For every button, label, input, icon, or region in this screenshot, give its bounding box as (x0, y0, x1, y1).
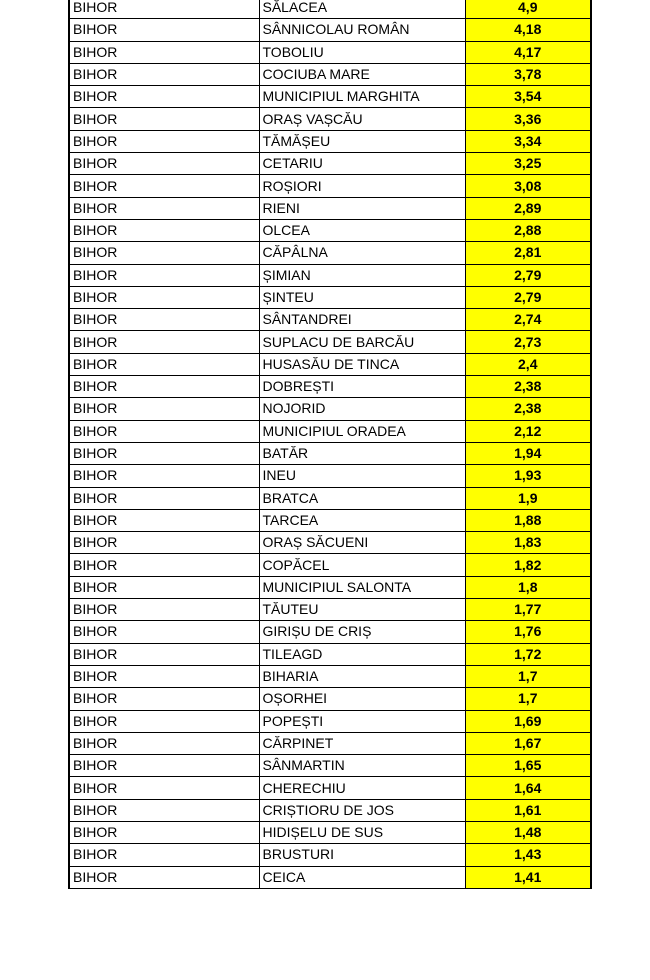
value-cell: 2,81 (465, 242, 591, 264)
table-row (69, 41, 591, 63)
county-cell: BIHOR (69, 63, 259, 85)
value-cell: 2,79 (465, 264, 591, 286)
table-row (69, 130, 591, 152)
table-row (69, 576, 591, 598)
county-cell: BIHOR (69, 442, 259, 464)
county-cell: BIHOR (69, 0, 259, 19)
value-cell: 1,64 (465, 777, 591, 799)
table-row (69, 599, 591, 621)
county-cell: BIHOR (69, 755, 259, 777)
locality-cell: POPEȘTI (259, 710, 465, 732)
locality-cell: GIRIȘU DE CRIȘ (259, 621, 465, 643)
locality-cell: COCIUBA MARE (259, 63, 465, 85)
value-cell: 2,73 (465, 331, 591, 353)
county-cell: BIHOR (69, 286, 259, 308)
value-cell: 3,08 (465, 175, 591, 197)
table-row (69, 509, 591, 531)
locality-cell: CEICA (259, 866, 465, 888)
locality-cell: MUNICIPIUL MARGHITA (259, 86, 465, 108)
value-cell: 3,78 (465, 63, 591, 85)
county-cell: BIHOR (69, 197, 259, 219)
locality-cell: MUNICIPIUL ORADEA (259, 420, 465, 442)
value-cell: 2,38 (465, 376, 591, 398)
value-cell: 2,89 (465, 197, 591, 219)
table-row (69, 487, 591, 509)
county-cell: BIHOR (69, 554, 259, 576)
county-cell: BIHOR (69, 353, 259, 375)
value-cell: 2,74 (465, 309, 591, 331)
value-cell: 2,38 (465, 398, 591, 420)
table-row (69, 710, 591, 732)
locality-cell: CETARIU (259, 153, 465, 175)
locality-cell: SÂNTANDREI (259, 309, 465, 331)
county-cell: BIHOR (69, 821, 259, 843)
table-row (69, 197, 591, 219)
county-cell: BIHOR (69, 509, 259, 531)
locality-cell: ORAȘ SĂCUENI (259, 532, 465, 554)
table-row (69, 799, 591, 821)
county-cell: BIHOR (69, 465, 259, 487)
value-cell: 1,61 (465, 799, 591, 821)
value-cell: 4,17 (465, 41, 591, 63)
table-row (69, 376, 591, 398)
table-row (69, 175, 591, 197)
table-row (69, 442, 591, 464)
value-cell: 1,76 (465, 621, 591, 643)
value-cell: 2,4 (465, 353, 591, 375)
table-row (69, 621, 591, 643)
locality-cell: SÂNMARTIN (259, 755, 465, 777)
locality-cell: CĂRPINET (259, 732, 465, 754)
table-row (69, 108, 591, 130)
table-row (69, 866, 591, 888)
locality-cell: TARCEA (259, 509, 465, 531)
table-row (69, 732, 591, 754)
value-cell: 1,43 (465, 844, 591, 866)
data-table (68, 0, 592, 889)
table-row (69, 0, 591, 19)
county-cell: BIHOR (69, 264, 259, 286)
table-row (69, 219, 591, 241)
table-row (69, 242, 591, 264)
locality-cell: TĂMĂȘEU (259, 130, 465, 152)
table-row (69, 353, 591, 375)
table-row (69, 465, 591, 487)
table-row (69, 554, 591, 576)
locality-cell: CRIȘTIORU DE JOS (259, 799, 465, 821)
value-cell: 1,65 (465, 755, 591, 777)
locality-cell: TILEAGD (259, 643, 465, 665)
table-row (69, 643, 591, 665)
value-cell: 2,79 (465, 286, 591, 308)
table-row (69, 286, 591, 308)
value-cell: 4,9 (465, 0, 591, 19)
locality-cell: NOJORID (259, 398, 465, 420)
table-row (69, 821, 591, 843)
county-cell: BIHOR (69, 799, 259, 821)
value-cell: 2,88 (465, 219, 591, 241)
locality-cell: ORAȘ VAȘCĂU (259, 108, 465, 130)
locality-cell: DOBREȘTI (259, 376, 465, 398)
table-row (69, 264, 591, 286)
table-row (69, 63, 591, 85)
county-cell: BIHOR (69, 108, 259, 130)
value-cell: 1,83 (465, 532, 591, 554)
locality-cell: SĂLACEA (259, 0, 465, 19)
value-cell: 1,41 (465, 866, 591, 888)
county-cell: BIHOR (69, 710, 259, 732)
locality-cell: HUSASĂU DE TINCA (259, 353, 465, 375)
county-cell: BIHOR (69, 732, 259, 754)
county-cell: BIHOR (69, 420, 259, 442)
locality-cell: ȘINTEU (259, 286, 465, 308)
county-cell: BIHOR (69, 688, 259, 710)
value-cell: 1,48 (465, 821, 591, 843)
county-cell: BIHOR (69, 376, 259, 398)
value-cell: 1,67 (465, 732, 591, 754)
county-cell: BIHOR (69, 219, 259, 241)
table-row (69, 532, 591, 554)
table-row (69, 420, 591, 442)
value-cell: 1,9 (465, 487, 591, 509)
county-cell: BIHOR (69, 665, 259, 687)
locality-cell: OȘORHEI (259, 688, 465, 710)
table-row (69, 398, 591, 420)
value-cell: 2,12 (465, 420, 591, 442)
locality-cell: HIDIȘELU DE SUS (259, 821, 465, 843)
county-cell: BIHOR (69, 621, 259, 643)
locality-cell: BRUSTURI (259, 844, 465, 866)
county-cell: BIHOR (69, 576, 259, 598)
table-row (69, 755, 591, 777)
county-cell: BIHOR (69, 86, 259, 108)
value-cell: 1,88 (465, 509, 591, 531)
table-row (69, 665, 591, 687)
county-cell: BIHOR (69, 866, 259, 888)
table-row (69, 844, 591, 866)
locality-cell: BIHARIA (259, 665, 465, 687)
value-cell: 1,8 (465, 576, 591, 598)
county-cell: BIHOR (69, 643, 259, 665)
county-cell: BIHOR (69, 599, 259, 621)
county-cell: BIHOR (69, 532, 259, 554)
county-cell: BIHOR (69, 130, 259, 152)
value-cell: 1,69 (465, 710, 591, 732)
locality-cell: MUNICIPIUL SALONTA (259, 576, 465, 598)
value-cell: 3,36 (465, 108, 591, 130)
county-cell: BIHOR (69, 153, 259, 175)
value-cell: 3,25 (465, 153, 591, 175)
value-cell: 1,82 (465, 554, 591, 576)
value-cell: 4,18 (465, 19, 591, 41)
locality-cell: TOBOLIU (259, 41, 465, 63)
locality-cell: RIENI (259, 197, 465, 219)
value-cell: 1,7 (465, 688, 591, 710)
county-cell: BIHOR (69, 309, 259, 331)
table-row (69, 19, 591, 41)
locality-cell: SÂNNICOLAU ROMÂN (259, 19, 465, 41)
county-cell: BIHOR (69, 331, 259, 353)
table-body (69, 0, 591, 888)
locality-cell: OLCEA (259, 219, 465, 241)
locality-cell: TĂUTEU (259, 599, 465, 621)
table-row (69, 309, 591, 331)
table-row (69, 86, 591, 108)
locality-cell: BRATCA (259, 487, 465, 509)
value-cell: 1,72 (465, 643, 591, 665)
county-cell: BIHOR (69, 487, 259, 509)
value-cell: 1,94 (465, 442, 591, 464)
table-row (69, 688, 591, 710)
locality-cell: ȘIMIAN (259, 264, 465, 286)
value-cell: 3,54 (465, 86, 591, 108)
table-row (69, 777, 591, 799)
locality-cell: INEU (259, 465, 465, 487)
county-cell: BIHOR (69, 41, 259, 63)
locality-cell: CHERECHIU (259, 777, 465, 799)
county-cell: BIHOR (69, 844, 259, 866)
table-row (69, 153, 591, 175)
county-cell: BIHOR (69, 398, 259, 420)
county-cell: BIHOR (69, 175, 259, 197)
table-row (69, 331, 591, 353)
locality-cell: COPĂCEL (259, 554, 465, 576)
county-cell: BIHOR (69, 242, 259, 264)
value-cell: 3,34 (465, 130, 591, 152)
locality-cell: BATĂR (259, 442, 465, 464)
county-cell: BIHOR (69, 19, 259, 41)
locality-cell: CĂPÂLNA (259, 242, 465, 264)
county-cell: BIHOR (69, 777, 259, 799)
locality-cell: SUPLACU DE BARCĂU (259, 331, 465, 353)
value-cell: 1,77 (465, 599, 591, 621)
value-cell: 1,93 (465, 465, 591, 487)
value-cell: 1,7 (465, 665, 591, 687)
locality-cell: ROȘIORI (259, 175, 465, 197)
